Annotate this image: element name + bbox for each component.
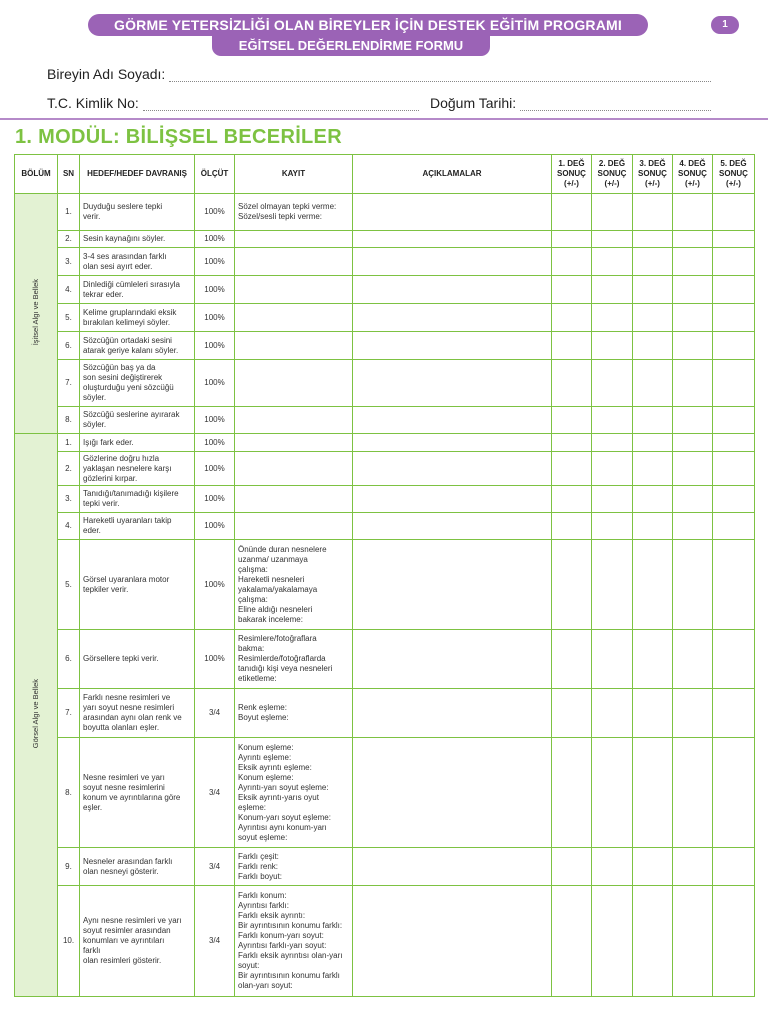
result-cell-4[interactable] [673,848,713,886]
record-cell [235,360,353,407]
result-cell-1[interactable] [552,848,592,886]
result-cell-3[interactable] [633,304,673,332]
result-cell-3[interactable] [633,486,673,513]
goal-cell: Duyduğu seslere tepki verir. [80,194,195,231]
col-deg4: 4. DEĞ SONUÇ (+/-) [673,155,713,194]
record-cell [235,332,353,360]
record-cell [235,276,353,304]
result-cell-1[interactable] [552,886,592,997]
result-cell-1[interactable] [552,738,592,848]
result-cell-4[interactable] [673,248,713,276]
program-title: GÖRME YETERSİZLİĞİ OLAN BİREYLER İÇİN DESTEK EĞİTİM PROGRAMI [88,14,648,36]
result-cell-4[interactable] [673,231,713,248]
criterion-cell: 100% [195,452,235,486]
goal-cell: Dinlediği cümleleri sırasıyla tekrar eder. [80,276,195,304]
result-cell-1[interactable] [552,360,592,407]
result-cell-5[interactable] [713,248,755,276]
record-cell [235,452,353,486]
result-cell-5[interactable] [713,452,755,486]
criterion-cell: 3/4 [195,848,235,886]
notes-cell[interactable] [353,452,552,486]
result-cell-4[interactable] [673,407,713,434]
notes-cell[interactable] [353,738,552,848]
sn-cell: 10. [58,886,80,997]
sn-cell: 4. [58,276,80,304]
notes-cell[interactable] [353,304,552,332]
record-cell: Resimlere/fotoğraflara bakma: Resimlerde/fotoğraflarda tanıdığı kişi veya nesneleri etiketleme: [235,630,353,689]
result-cell-1[interactable] [552,304,592,332]
goal-cell: Sözcüğün ortadaki sesini atarak geriye kalanı söyler. [80,332,195,360]
result-cell-1[interactable] [552,434,592,452]
section-label: Görsel Algı ve Bellek [31,678,40,749]
record-cell [235,231,353,248]
goal-cell: Kelime gruplarındaki eksik bırakılan kelimeyi söyler. [80,304,195,332]
evaluation-table [14,154,755,997]
criterion-cell: 3/4 [195,886,235,997]
record-cell [235,434,353,452]
table-row [15,248,755,276]
record-cell: Konum eşleme: Ayrıntı eşleme: Eksik ayrıntı eşleme: Konum eşleme: Ayrıntı-yarı soyut eşleme: Eksik ayrıntı-yarıs oyut eşleme: Konum-yarı soyut eşleme: Ayrıntısı aynı konum-yarı soyut eşleme: [235,738,353,848]
result-cell-2[interactable] [592,513,633,540]
result-cell-3[interactable] [633,689,673,738]
result-cell-5[interactable] [713,360,755,407]
result-cell-3[interactable] [633,360,673,407]
record-cell: Farklı çeşit: Farklı renk: Farklı boyut: [235,848,353,886]
result-cell-1[interactable] [552,231,592,248]
table-row [15,360,755,407]
criterion-cell: 100% [195,304,235,332]
col-sn: SN [58,155,80,194]
goal-cell: Görsellere tepki verir. [80,630,195,689]
sn-cell: 8. [58,407,80,434]
result-cell-5[interactable] [713,886,755,997]
notes-cell[interactable] [353,540,552,630]
goal-cell: Sesin kaynağını söyler. [80,231,195,248]
result-cell-2[interactable] [592,689,633,738]
sn-cell: 7. [58,689,80,738]
sn-cell: 1. [58,434,80,452]
record-cell [235,304,353,332]
criterion-cell: 100% [195,486,235,513]
record-cell: Farklı konum: Ayrıntısı farklı: Farklı eksik ayrıntı: Bir ayrıntısının konumu farklı: Farklı konum-yarı soyut: Ayrıntısı farklı-yarı soyut: Farklı eksik ayrıntısı olan-yarı soyut: Bir ayrıntısının konumu farklı olan-yarı soyut: [235,886,353,997]
section-cell [15,434,58,997]
sn-cell: 2. [58,231,80,248]
record-cell: Sözel olmayan tepki verme: Sözel/sesli tepki verme: [235,194,353,231]
result-cell-4[interactable] [673,689,713,738]
notes-cell[interactable] [353,486,552,513]
header-row [15,155,755,194]
notes-cell[interactable] [353,360,552,407]
result-cell-1[interactable] [552,486,592,513]
table-row [15,332,755,360]
result-cell-4[interactable] [673,360,713,407]
result-cell-1[interactable] [552,276,592,304]
name-line [169,69,711,82]
table-row [15,738,755,848]
form-title: EĞİTSEL DEĞERLENDİRME FORMU [212,36,490,56]
table-row [15,848,755,886]
result-cell-4[interactable] [673,276,713,304]
page-number: 1 [711,16,739,34]
sn-cell: 3. [58,486,80,513]
table-row [15,434,755,452]
notes-cell[interactable] [353,194,552,231]
table-row [15,630,755,689]
module-title: 1. MODÜL: BİLİŞSEL BECERİLER [15,126,342,148]
sn-cell: 4. [58,513,80,540]
notes-cell[interactable] [353,332,552,360]
result-cell-3[interactable] [633,630,673,689]
result-cell-5[interactable] [713,231,755,248]
result-cell-5[interactable] [713,848,755,886]
table-row [15,194,755,231]
result-cell-3[interactable] [633,407,673,434]
result-cell-2[interactable] [592,407,633,434]
result-cell-4[interactable] [673,304,713,332]
result-cell-5[interactable] [713,407,755,434]
criterion-cell: 100% [195,434,235,452]
result-cell-4[interactable] [673,434,713,452]
table-row [15,486,755,513]
table-row [15,689,755,738]
notes-cell[interactable] [353,407,552,434]
result-cell-5[interactable] [713,434,755,452]
table-body [15,194,755,997]
goal-cell: Gözlerine doğru hızla yaklaşan nesnelere karşı gözlerini kırpar. [80,452,195,486]
sn-cell: 8. [58,738,80,848]
record-cell [235,248,353,276]
goal-cell: Farklı nesne resimleri ve yarı soyut nesne resimleri arasından aynı olan renk ve boyutta olanları eşler. [80,689,195,738]
notes-cell[interactable] [353,689,552,738]
goal-cell: Tanıdığı/tanımadığı kişilere tepki verir. [80,486,195,513]
result-cell-1[interactable] [552,540,592,630]
result-cell-3[interactable] [633,452,673,486]
goal-cell: Hareketli uyaranları takip eder. [80,513,195,540]
table-row [15,452,755,486]
result-cell-2[interactable] [592,738,633,848]
divider [0,118,768,120]
notes-cell[interactable] [353,231,552,248]
col-deg1: 1. DEĞ SONUÇ (+/-) [552,155,592,194]
result-cell-5[interactable] [713,630,755,689]
sn-cell: 1. [58,194,80,231]
result-cell-4[interactable] [673,738,713,848]
col-bolum: BÖLÜM [15,155,58,194]
result-cell-3[interactable] [633,434,673,452]
result-cell-5[interactable] [713,332,755,360]
criterion-cell: 100% [195,276,235,304]
result-cell-1[interactable] [552,407,592,434]
result-cell-2[interactable] [592,304,633,332]
result-cell-4[interactable] [673,486,713,513]
section-cell [15,194,58,434]
table-row [15,304,755,332]
result-cell-3[interactable] [633,194,673,231]
sn-cell: 5. [58,304,80,332]
sn-cell: 5. [58,540,80,630]
result-cell-2[interactable] [592,630,633,689]
result-cell-5[interactable] [713,486,755,513]
result-cell-3[interactable] [633,276,673,304]
result-cell-4[interactable] [673,886,713,997]
result-cell-3[interactable] [633,848,673,886]
result-cell-5[interactable] [713,540,755,630]
table-row [15,276,755,304]
birth-label: Doğum Tarihi: [430,95,517,111]
criterion-cell: 100% [195,194,235,231]
criterion-cell: 100% [195,630,235,689]
result-cell-4[interactable] [673,630,713,689]
notes-cell[interactable] [353,276,552,304]
result-cell-4[interactable] [673,452,713,486]
record-cell [235,486,353,513]
result-cell-1[interactable] [552,452,592,486]
notes-cell[interactable] [353,886,552,997]
result-cell-3[interactable] [633,248,673,276]
result-cell-4[interactable] [673,194,713,231]
id-line [143,98,419,111]
col-hedef: HEDEF/HEDEF DAVRANIŞ [80,155,195,194]
goal-cell: Görsel uyaranlara motor tepkiler verir. [80,540,195,630]
result-cell-4[interactable] [673,332,713,360]
result-cell-1[interactable] [552,332,592,360]
result-cell-5[interactable] [713,738,755,848]
result-cell-1[interactable] [552,248,592,276]
col-deg2: 2. DEĞ SONUÇ (+/-) [592,155,633,194]
result-cell-4[interactable] [673,540,713,630]
col-olcut: ÖLÇÜT [195,155,235,194]
result-cell-3[interactable] [633,513,673,540]
result-cell-1[interactable] [552,689,592,738]
table-row [15,231,755,248]
criterion-cell: 3/4 [195,738,235,848]
sn-cell: 2. [58,452,80,486]
result-cell-2[interactable] [592,452,633,486]
record-cell: Önünde duran nesnelere uzanma/ uzanmaya çalışma: Hareketli nesneleri yakalama/yakalamaya çalışma: Eline aldığı nesneleri bakarak inceleme: [235,540,353,630]
result-cell-2[interactable] [592,486,633,513]
result-cell-3[interactable] [633,540,673,630]
criterion-cell: 100% [195,332,235,360]
result-cell-2[interactable] [592,434,633,452]
result-cell-3[interactable] [633,738,673,848]
result-cell-5[interactable] [713,194,755,231]
criterion-cell: 100% [195,360,235,407]
sn-cell: 9. [58,848,80,886]
record-cell [235,513,353,540]
goal-cell: 3-4 ses arasından farklı olan sesi ayırt eder. [80,248,195,276]
sn-cell: 3. [58,248,80,276]
table-row [15,886,755,997]
birth-date-field[interactable] [430,95,711,111]
table-row [15,540,755,630]
result-cell-3[interactable] [633,332,673,360]
notes-cell[interactable] [353,248,552,276]
table-row [15,407,755,434]
notes-cell[interactable] [353,848,552,886]
name-field[interactable] [47,66,711,82]
result-cell-1[interactable] [552,630,592,689]
result-cell-4[interactable] [673,513,713,540]
record-cell [235,407,353,434]
result-cell-5[interactable] [713,689,755,738]
result-cell-3[interactable] [633,886,673,997]
col-aciklama: AÇIKLAMALAR [353,155,552,194]
notes-cell[interactable] [353,513,552,540]
result-cell-5[interactable] [713,304,755,332]
result-cell-2[interactable] [592,248,633,276]
criterion-cell: 3/4 [195,689,235,738]
result-cell-2[interactable] [592,194,633,231]
result-cell-2[interactable] [592,360,633,407]
result-cell-2[interactable] [592,276,633,304]
result-cell-2[interactable] [592,540,633,630]
id-label: T.C. Kimlik No: [47,95,139,111]
criterion-cell: 100% [195,540,235,630]
goal-cell: Nesneler arasından farklı olan nesneyi gösterir. [80,848,195,886]
section-label: İşitsel Algı ve Bellek [31,278,40,346]
criterion-cell: 100% [195,513,235,540]
result-cell-5[interactable] [713,276,755,304]
sn-cell: 6. [58,332,80,360]
col-kayit: KAYIT [235,155,353,194]
record-cell: Renk eşleme: Boyut eşleme: [235,689,353,738]
name-label: Bireyin Adı Soyadı: [47,66,166,82]
notes-cell[interactable] [353,434,552,452]
goal-cell: Nesne resimleri ve yarı soyut nesne resimlerini konum ve ayrıntılarına göre eşler. [80,738,195,848]
goal-cell: Işığı fark eder. [80,434,195,452]
goal-cell: Sözcüğü seslerine ayırarak söyler. [80,407,195,434]
birth-line [520,98,711,111]
goal-cell: Aynı nesne resimleri ve yarı soyut resimler arasından konumları ve ayrıntıları farklı olan resimleri gösterir. [80,886,195,997]
goal-cell: Sözcüğün baş ya da son sesini değiştirerek oluşturduğu yeni sözcüğü söyler. [80,360,195,407]
result-cell-3[interactable] [633,231,673,248]
sn-cell: 6. [58,630,80,689]
result-cell-5[interactable] [713,513,755,540]
criterion-cell: 100% [195,407,235,434]
table-row [15,513,755,540]
result-cell-2[interactable] [592,848,633,886]
col-deg3: 3. DEĞ SONUÇ (+/-) [633,155,673,194]
result-cell-2[interactable] [592,886,633,997]
result-cell-2[interactable] [592,231,633,248]
result-cell-2[interactable] [592,332,633,360]
criterion-cell: 100% [195,248,235,276]
sn-cell: 7. [58,360,80,407]
criterion-cell: 100% [195,231,235,248]
notes-cell[interactable] [353,630,552,689]
id-field[interactable] [47,95,419,111]
col-deg5: 5. DEĞ SONUÇ (+/-) [713,155,755,194]
result-cell-1[interactable] [552,194,592,231]
result-cell-1[interactable] [552,513,592,540]
